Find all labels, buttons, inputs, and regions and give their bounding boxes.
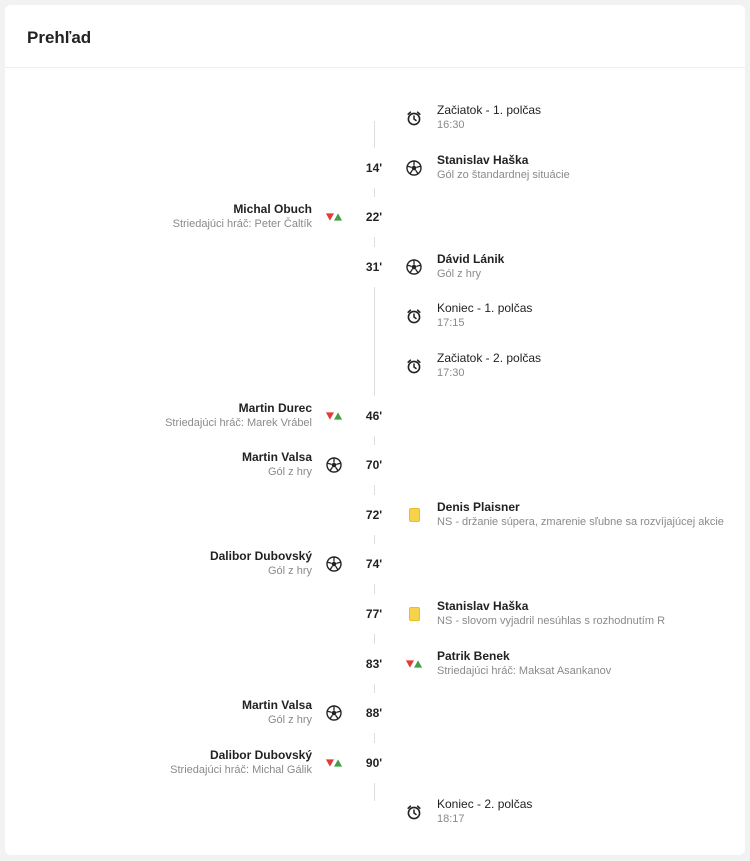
event-description: 17:30 [437, 367, 465, 379]
player-name[interactable]: Patrik Benek [437, 649, 510, 663]
timeline-event [5, 644, 745, 684]
ball-icon [325, 704, 343, 722]
event-minute: 90' [356, 743, 392, 783]
player-name[interactable]: Martin Valsa [241, 450, 312, 464]
player-name[interactable]: Stanislav Haška [437, 599, 529, 613]
timeline-event [5, 445, 745, 485]
timeline-event [5, 495, 745, 535]
panel-header [5, 5, 745, 68]
event-description: NS - držanie súpera, zmarenie sľubne sa rozvíjajúcej akcie [437, 516, 724, 528]
player-name[interactable]: Denis Plaisner [437, 500, 520, 514]
ball-icon [325, 555, 343, 573]
player-name[interactable]: Martin Durec [238, 401, 312, 415]
event-description: Gól z hry [267, 466, 312, 478]
event-description: NS - slovom vyjadril nesúhlas s rozhodnutím R [437, 615, 666, 627]
event-details [437, 500, 724, 530]
event-description: Gól z hry [267, 714, 312, 726]
timeline-event [5, 197, 745, 237]
event-minute: 31' [356, 247, 392, 287]
event-description: Striedajúci hráč: Michal Gálik [170, 764, 312, 776]
player-name[interactable]: Dávid Lánik [437, 252, 505, 266]
event-description: Striedajúci hráč: Marek Vrábel [165, 417, 312, 429]
substitution-icon [325, 754, 343, 772]
event-description: 16:30 [437, 119, 465, 131]
event-details [437, 599, 665, 629]
substitution-icon [325, 208, 343, 226]
event-details [242, 698, 312, 728]
player-name[interactable]: Dalibor Dubovský [209, 748, 312, 762]
event-description: Gól zo štandardnej situácie [437, 169, 570, 181]
timeline-event [5, 743, 745, 783]
event-description: Striedajúci hráč: Maksat Asankanov [437, 665, 612, 677]
clock-icon [405, 803, 423, 821]
substitution-icon [405, 655, 423, 673]
event-details [437, 797, 532, 827]
event-details [170, 748, 312, 778]
event-details [437, 301, 532, 331]
timeline-event [5, 396, 745, 436]
event-minute: 77' [356, 594, 392, 634]
event-minute: 88' [356, 693, 392, 733]
clock-icon [405, 307, 423, 325]
player-name[interactable]: Martin Valsa [241, 698, 312, 712]
ball-icon [405, 159, 423, 177]
yellow-card-icon [405, 605, 423, 623]
event-description: Gól z hry [437, 268, 482, 280]
event-details [210, 549, 312, 579]
event-details [437, 103, 541, 133]
event-details [165, 401, 312, 431]
timeline-event [5, 148, 745, 188]
substitution-icon [325, 407, 343, 425]
clock-icon [405, 109, 423, 127]
event-minute: 22' [356, 197, 392, 237]
timeline-event [5, 346, 745, 386]
timeline-event [5, 792, 745, 832]
event-minute: 83' [356, 644, 392, 684]
event-minute: 70' [356, 445, 392, 485]
event-details [437, 351, 541, 381]
yellow-card-icon [405, 506, 423, 524]
event-minute: 74' [356, 544, 392, 584]
player-name[interactable]: Dalibor Dubovský [209, 549, 312, 563]
ball-icon [405, 258, 423, 276]
timeline-event [5, 296, 745, 336]
overview-panel [5, 5, 745, 855]
event-minute: 46' [356, 396, 392, 436]
timeline-event [5, 544, 745, 584]
match-timeline [5, 68, 745, 855]
event-description: 17:15 [437, 317, 465, 329]
timeline-event [5, 98, 745, 138]
timeline-event [5, 594, 745, 634]
clock-icon [405, 357, 423, 375]
period-label: Koniec - 1. polčas [437, 301, 533, 315]
timeline-event [5, 247, 745, 287]
event-minute: 72' [356, 495, 392, 535]
event-details [173, 202, 312, 232]
event-details [242, 450, 312, 480]
period-label: Začiatok - 1. polčas [437, 103, 542, 117]
event-description: Gól z hry [267, 565, 312, 577]
player-name[interactable]: Stanislav Haška [437, 153, 529, 167]
period-label: Koniec - 2. polčas [437, 797, 533, 811]
ball-icon [325, 456, 343, 474]
event-description: 18:17 [437, 813, 465, 825]
event-details [437, 649, 611, 679]
panel-title: Prehľad [27, 28, 92, 47]
period-label: Začiatok - 2. polčas [437, 351, 542, 365]
timeline-event [5, 693, 745, 733]
event-details [437, 252, 504, 282]
player-name[interactable]: Michal Obuch [233, 202, 312, 216]
event-details [437, 153, 570, 183]
event-minute: 14' [356, 148, 392, 188]
event-description: Striedajúci hráč: Peter Čaltík [172, 218, 312, 230]
